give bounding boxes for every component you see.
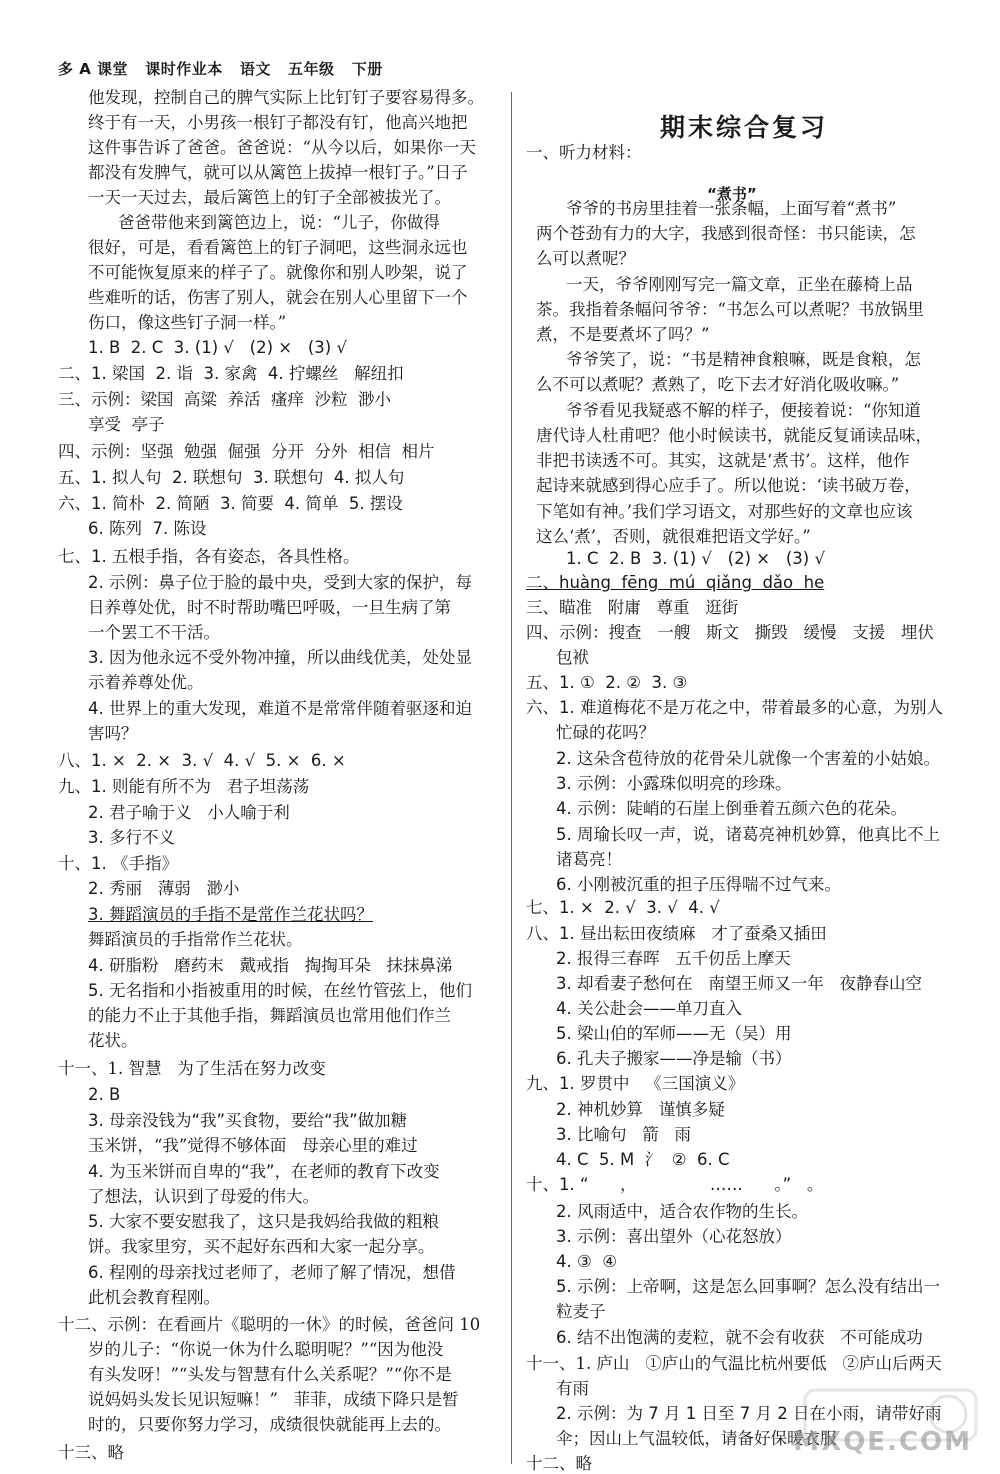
left-line: 时的，只要你努力学习，成绩很快就能再上去的。 [88,1415,451,1434]
section-heading: 期末综合复习 [660,113,829,142]
right-line: 起诗来就感到得心应手了。所以他说：‘读书破万卷， [536,476,921,495]
left-line: 2. B [88,1085,121,1104]
left-line: 示着养尊处优。 [88,673,204,692]
right-line: 十二、略 [526,1454,592,1473]
left-line: 4. 研脂粉 磨药末 戴戒指 掏掏耳朵 抹抹鼻涕 [88,956,453,975]
right-line: 一、听力材料： [526,143,642,162]
left-line: 饼。我家里穷，买不起好东西和大家一起分享。 [88,1237,435,1256]
left-line: 他发现，控制自己的脾气实际上比钉钉子要容易得多。 [88,88,484,107]
right-line: 有雨 [556,1379,589,1398]
left-line: 三、示例：梁国 高粱 养活 瘙痒 沙粒 渺小 [58,390,391,409]
right-line: 么不可以煮呢？煮熟了，吃下去才好消化吸收嘛。” [536,375,900,394]
left-line: 七、1. 五根手指，各有姿态，各具性格。 [58,547,360,566]
left-line: 终于有一天，小男孩一根钉子都没有钉，他高兴地把 [88,113,468,132]
right-line: 6. 孔夫子搬家——净是输（书） [556,1049,792,1068]
left-line: 些难听的话，伤害了别人，就会在别人心里留下一个 [88,288,468,307]
left-line: 6. 程刚的母亲找过老师了，老师了解了情况，想借 [88,1263,456,1282]
right-line: 十一、1. 庐山 ①庐山的气温比杭州要低 ②庐山后两天 [526,1354,942,1373]
right-line: 六、1. 难道梅花不是万花之中，带着最多的心意，为别人 [526,698,943,717]
left-line: 十二、示例：在看画片《聪明的一休》的时候，爸爸问 10 [58,1315,481,1334]
left-line: 不可能恢复原来的样子了。就像你和别人吵架，说了 [88,263,468,282]
left-line: 害吗？ [88,724,138,743]
left-line: 都没有发脾气，就可以从篱笆上拔掉一根钉子。”日子 [88,163,468,182]
left-line: 爸爸带他来到篱笆边上，说：“儿子，你做得 [118,213,440,232]
left-line: 岁的儿子：“你说一休为什么聪明呢？”“因为他没 [88,1340,444,1359]
right-line: 3. 却看妻子愁何在 南望王师又一年 夜静春山空 [556,974,922,993]
right-line: 茶。我指着条幅问爷爷：“书怎么可以煮呢？书放锅里 [536,300,924,319]
right-line: 这么‘煮’，否则，就很难把语文学好。” [536,527,811,546]
right-line: 四、示例：搜查 一艘 斯文 撕毁 缓慢 支援 埋伏 [526,623,934,642]
left-line: 说妈妈头发长见识短嘛！” 菲菲，成绩下降只是暂 [88,1390,459,1409]
passage-title: “煮书” [707,185,757,203]
right-line: 2. 神机妙算 谨慎多疑 [556,1100,725,1119]
right-line: 下笔如有神。’我们学习语文，对那些好的文章也应该 [536,502,913,521]
left-line: 3. 因为他永远不受外物冲撞，所以曲线优美，处处显 [88,648,472,667]
left-line: 了想法，认识到了母爱的伟大。 [88,1187,319,1206]
right-line: 3. 示例：小露珠似明亮的珍珠。 [556,774,792,793]
right-line: 4. 关公赴会——单刀直入 [556,999,742,1018]
right-line: 煮，不是要煮坏了吗？” [536,325,710,344]
left-line: 4. 为玉米饼而自卑的“我”，在老师的教育下改变 [88,1162,440,1181]
right-line: 4. C 5. M 氵 ② 6. C [556,1150,730,1169]
left-line: 5. 大家不要安慰我了，这只是我妈给我做的粗粮 [88,1212,439,1231]
right-line: 6. 结不出饱满的麦粒，就不会有收获 不可能成功 [556,1328,923,1347]
left-line: 九、1. 则能有所不为 君子坦荡荡 [58,777,310,796]
left-line: 5. 无名指和小指被重用的时候，在丝竹管弦上，他们 [88,981,472,1000]
left-line: 3. 母亲没钱为“我”买食物，要给“我”做加糖 [88,1111,408,1130]
left-line: 四、示例：坚强 勉强 倔强 分开 分外 相信 相片 [58,442,435,461]
right-line: 伞；因山上气温较低，请备好保暖衣服 [556,1429,837,1448]
right-line: 2. 风雨适中，适合农作物的生长。 [556,1202,808,1221]
left-line: 2. 秀丽 薄弱 渺小 [88,879,240,898]
right-line: 诸葛亮！ [556,850,622,869]
left-line: 花状。 [88,1031,138,1050]
left-line: 3. 多行不义 [88,828,175,847]
left-line: 这件事告诉了爸爸。爸爸说：“从今以后，如果你一天 [88,138,476,157]
left-line: 六、1. 简朴 2. 简陋 3. 简要 4. 简单 5. 摆设 [58,494,403,513]
right-line: 八、1. 昼出耘田夜绩麻 才了蚕桑又插田 [526,924,827,943]
left-line: 日养尊处优，时不时帮助嘴巴呼吸，一旦生病了第 [88,598,451,617]
right-line: 三、瞄准 附庸 尊重 逛街 [526,598,739,617]
right-line: 6. 小刚被沉重的担子压得喘不过气来。 [556,875,841,894]
page-header: 多 A 课堂 课时作业本 语文 五年级 下册 [58,60,383,78]
right-line: 忙碌的花吗？ [556,723,655,742]
right-line: 4. 示例：陡峭的石崖上倒垂着五颜六色的花朵。 [556,799,907,818]
right-line: 粒麦子 [556,1302,606,1321]
right-line: 五、1. ① 2. ② 3. ③ [526,673,688,692]
left-line: 2. 君子喻于义 小人喻于利 [88,803,290,822]
watermark-text: MXQE.COM [793,1427,972,1457]
right-line: 二、huàng fēng mú qiǎng dǎo he [526,573,825,592]
left-line: 五、1. 拟人句 2. 联想句 3. 联想句 4. 拟人句 [58,468,405,487]
right-line: 4. ③ ④ [556,1252,618,1271]
right-line: 十、1. “ ， …… 。” 。 [526,1175,824,1194]
left-line: 3. 舞蹈演员的手指不是常作兰花状吗？ [88,905,373,924]
right-line: 5. 示例：上帝啊，这是怎么回事啊？怎么没有结出一 [556,1277,940,1296]
right-line: 七、1. × 2. √ 3. √ 4. √ [526,898,720,917]
left-line: 2. 示例：鼻子位于脸的最中央，受到大家的保护，每 [88,573,472,592]
right-line: 2. 这朵含苞待放的花骨朵儿就像一个害羞的小姑娘。 [556,749,940,768]
left-line: 十、1. 《手指》 [58,854,178,873]
left-line: 此机会教育程刚。 [88,1288,220,1307]
left-line: 八、1. × 2. × 3. √ 4. √ 5. × 6. × [58,751,346,770]
right-line: 非把书读透不可。其实，这就是‘煮书’。这样，他作 [536,451,910,470]
left-line: 玉米饼，“我”觉得不够体面 母亲心里的难过 [88,1136,418,1155]
left-line: 享受 亭子 [88,415,165,434]
right-line: 爷爷的书房里挂着一张条幅，上面写着“煮书” [566,199,897,218]
left-line: 十三、略 [58,1443,124,1462]
right-line: 唐代诗人杜甫吧？他小时候读书，就能反复诵读品味， [536,426,932,445]
right-line: 2. 报得三春晖 五千仞岳上摩天 [556,949,791,968]
right-line: 5. 周瑜长叹一声，说，诸葛亮神机妙算，他真比不上 [556,825,940,844]
left-line: 4. 世界上的重大发现，难道不是常常伴随着驱逐和迫 [88,699,472,718]
right-line: 3. 示例：喜出望外（心花怒放） [556,1227,792,1246]
right-line: 一天，爷爷刚刚写完一篇文章，正坐在藤椅上品 [566,275,913,294]
right-line: 么可以煮呢？ [536,249,635,268]
right-line: 九、1. 罗贯中 《三国演义》 [526,1074,745,1093]
right-line: 5. 梁山伯的军师——无（吴）用 [556,1024,792,1043]
right-line: 包袱 [556,648,589,667]
right-line: 爷爷看见我疑惑不解的样子，便接着说：“你知道 [566,401,921,420]
right-line: 3. 比喻句 箭 雨 [556,1125,691,1144]
right-line: 两个苍劲有力的大字，我感到很奇怪：书只能读，怎 [536,224,916,243]
left-line: 一个罢工不干活。 [88,623,220,642]
left-line: 6. 陈列 7. 陈设 [88,519,207,538]
left-line: 舞蹈演员的手指常作兰花状。 [88,930,303,949]
column-divider [511,92,512,1464]
right-line: 2. 示例：为 7 月 1 日至 7 月 2 日在小雨，请带好雨 [556,1404,942,1423]
left-line: 很好，可是，看看篱笆上的钉子洞吧，这些洞永远也 [88,238,468,257]
left-line: 一天一天过去，最后篱笆上的钉子全部被拔光了。 [88,188,451,207]
left-line: 的能力不止于其他手指，舞蹈演员也常用他们作兰 [88,1006,451,1025]
left-line: 二、1. 梁国 2. 诣 3. 家禽 4. 拧螺丝 解纽扣 [58,364,404,383]
left-line: 十一、1. 智慧 为了生活在努力改变 [58,1059,326,1078]
left-line: 有头发呀！”“头发与智慧有什么关系呢？”“你不是 [88,1365,452,1384]
right-line: 爷爷笑了，说：“书是精神食粮嘛，既是食粮，怎 [566,350,921,369]
left-line: 伤口，像这些钉子洞一样。” [88,313,287,332]
left-line: 1. B 2. C 3. (1) √ (2) × (3) √ [88,338,347,357]
right-line: 1. C 2. B 3. (1) √ (2) × (3) √ [566,549,825,568]
